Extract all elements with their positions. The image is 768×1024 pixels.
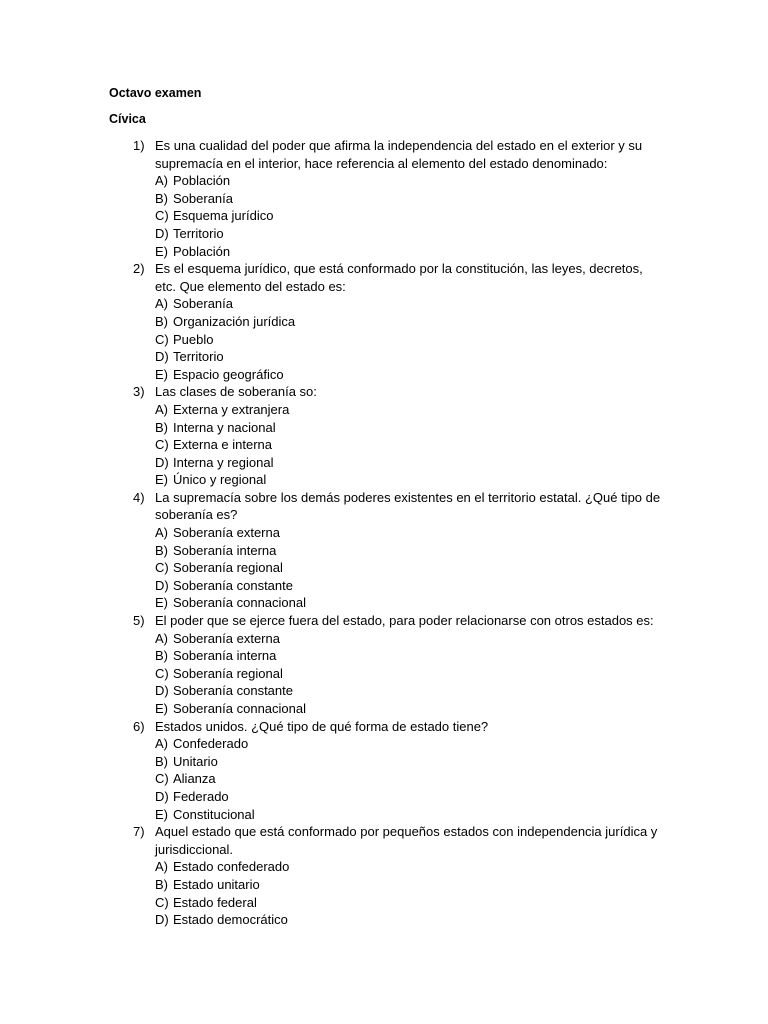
option-letter: C)	[155, 894, 169, 910]
option-letter: D)	[155, 349, 169, 365]
option-list	[0, 735, 768, 823]
question-text: Aquel estado que está conformado por pequeños estados con independencia jurídica y jurisdiccional.	[155, 824, 658, 857]
question-number: 6)	[133, 718, 145, 734]
option-letter: B)	[155, 876, 168, 892]
option-letter: C)	[155, 331, 169, 347]
option-list	[0, 524, 768, 612]
option-item	[0, 700, 768, 718]
option-letter: A)	[155, 296, 168, 312]
option-item	[0, 806, 768, 824]
option-text: Estado democrático	[173, 912, 288, 928]
option-item	[0, 295, 768, 313]
question-number: 3)	[133, 384, 145, 400]
option-item	[0, 419, 768, 437]
question-item	[0, 823, 768, 929]
question-item	[0, 383, 768, 489]
option-text: Confederado	[173, 736, 249, 752]
option-letter: D)	[155, 912, 169, 928]
option-item	[0, 753, 768, 771]
question-number: 4)	[133, 489, 145, 505]
option-text: Soberanía	[173, 190, 233, 206]
option-text: Externa y extranjera	[173, 401, 290, 417]
option-letter: C)	[155, 437, 169, 453]
option-text: Soberanía constante	[173, 577, 293, 593]
option-text: Población	[173, 243, 231, 259]
option-item	[0, 911, 768, 929]
option-item	[0, 172, 768, 190]
question-item	[0, 260, 768, 383]
option-item	[0, 225, 768, 243]
option-item	[0, 858, 768, 876]
option-text: Territorio	[173, 225, 224, 241]
option-item	[0, 243, 768, 261]
option-item	[0, 348, 768, 366]
option-item	[0, 331, 768, 349]
option-letter: B)	[155, 419, 168, 435]
exam-title: Octavo examen	[109, 86, 202, 100]
option-letter: E)	[155, 701, 168, 716]
option-text: Soberanía	[173, 296, 233, 312]
question-item	[0, 718, 768, 824]
option-text: Población	[173, 173, 231, 189]
option-item	[0, 313, 768, 331]
option-letter: A)	[155, 630, 168, 646]
option-text: Interna y regional	[173, 454, 274, 470]
option-text: Soberanía connacional	[173, 701, 306, 716]
option-item	[0, 894, 768, 912]
option-item	[0, 788, 768, 806]
option-item	[0, 207, 768, 225]
option-letter: C)	[155, 771, 169, 787]
option-letter: A)	[155, 173, 168, 189]
option-list	[0, 630, 768, 718]
question-item	[0, 489, 768, 612]
option-item	[0, 366, 768, 384]
option-item	[0, 665, 768, 683]
option-item	[0, 647, 768, 665]
option-letter: C)	[155, 208, 169, 224]
option-letter: E)	[155, 806, 168, 822]
option-letter: A)	[155, 525, 168, 541]
option-item	[0, 190, 768, 208]
option-item	[0, 577, 768, 595]
option-item	[0, 770, 768, 788]
question-text: Es el esquema jurídico, que está conformado por la constitución, las leyes, decretos, etc. Que elemento del estado es:	[155, 261, 643, 294]
question-text: El poder que se ejerce fuera del estado, para poder relacionarse con otros estados es:	[155, 613, 654, 629]
option-letter: E)	[155, 243, 168, 259]
option-list	[0, 295, 768, 383]
question-text: Estados unidos. ¿Qué tipo de qué forma de estado tiene?	[155, 718, 489, 734]
option-item	[0, 559, 768, 577]
option-list	[0, 401, 768, 489]
subject-heading: Cívica	[109, 112, 146, 126]
option-text: Constitucional	[173, 806, 255, 822]
option-list	[0, 858, 768, 928]
question-number: 7)	[133, 824, 145, 840]
option-item	[0, 454, 768, 472]
question-item	[0, 137, 768, 260]
option-text: Soberanía interna	[173, 542, 277, 558]
option-text: Soberanía interna	[173, 648, 277, 664]
option-item	[0, 735, 768, 753]
option-letter: D)	[155, 225, 169, 241]
question-list	[0, 137, 768, 929]
option-text: Federado	[173, 788, 229, 804]
option-text: Territorio	[173, 349, 224, 365]
option-text: Soberanía regional	[173, 665, 283, 681]
option-letter: D)	[155, 683, 169, 699]
option-text: Pueblo	[173, 331, 214, 347]
option-text: Alianza	[173, 771, 216, 787]
option-text: Único y regional	[173, 472, 267, 488]
option-letter: D)	[155, 454, 169, 470]
option-text: Esquema jurídico	[173, 208, 274, 224]
option-item	[0, 471, 768, 489]
option-text: Estado federal	[173, 894, 257, 910]
question-item	[0, 612, 768, 718]
option-list	[0, 172, 768, 260]
option-item	[0, 524, 768, 542]
option-text: Soberanía externa	[173, 525, 280, 541]
option-item	[0, 436, 768, 454]
option-text: Organización jurídica	[173, 313, 296, 329]
option-text: Soberanía constante	[173, 683, 293, 699]
option-letter: E)	[155, 472, 168, 488]
question-number: 1)	[133, 138, 145, 153]
option-item	[0, 682, 768, 700]
option-text: Soberanía connacional	[173, 595, 306, 611]
option-text: Estado confederado	[173, 859, 290, 875]
option-letter: A)	[155, 736, 168, 752]
option-letter: C)	[155, 665, 169, 681]
question-text: La supremacía sobre los demás poderes existentes en el territorio estatal. ¿Qué tipo de soberanía es?	[155, 489, 661, 523]
option-item	[0, 542, 768, 560]
option-letter: E)	[155, 366, 168, 382]
option-item	[0, 630, 768, 648]
option-letter: B)	[155, 753, 168, 769]
option-text: Soberanía externa	[173, 630, 280, 646]
option-letter: B)	[155, 542, 168, 558]
option-letter: C)	[155, 560, 169, 576]
option-text: Soberanía regional	[173, 560, 283, 576]
option-text: Externa e interna	[173, 437, 273, 453]
option-letter: D)	[155, 788, 169, 804]
option-item	[0, 876, 768, 894]
option-letter: B)	[155, 190, 168, 206]
question-text: Es una cualidad del poder que afirma la independencia del estado en el exterior y su supremacía en el interior, hace referencia al elemento del estado denominado:	[155, 138, 643, 171]
question-text: Las clases de soberanía so:	[155, 384, 317, 400]
option-text: Espacio geográfico	[173, 366, 284, 382]
option-letter: A)	[155, 401, 168, 417]
option-letter: A)	[155, 859, 168, 875]
option-letter: D)	[155, 577, 169, 593]
option-item	[0, 594, 768, 612]
option-text: Unitario	[173, 753, 218, 769]
option-letter: E)	[155, 595, 168, 611]
option-text: Estado unitario	[173, 876, 260, 892]
option-letter: B)	[155, 648, 168, 664]
question-number: 5)	[133, 613, 145, 629]
option-text: Interna y nacional	[173, 419, 276, 435]
option-letter: B)	[155, 313, 168, 329]
question-number: 2)	[133, 261, 145, 277]
option-item	[0, 401, 768, 419]
